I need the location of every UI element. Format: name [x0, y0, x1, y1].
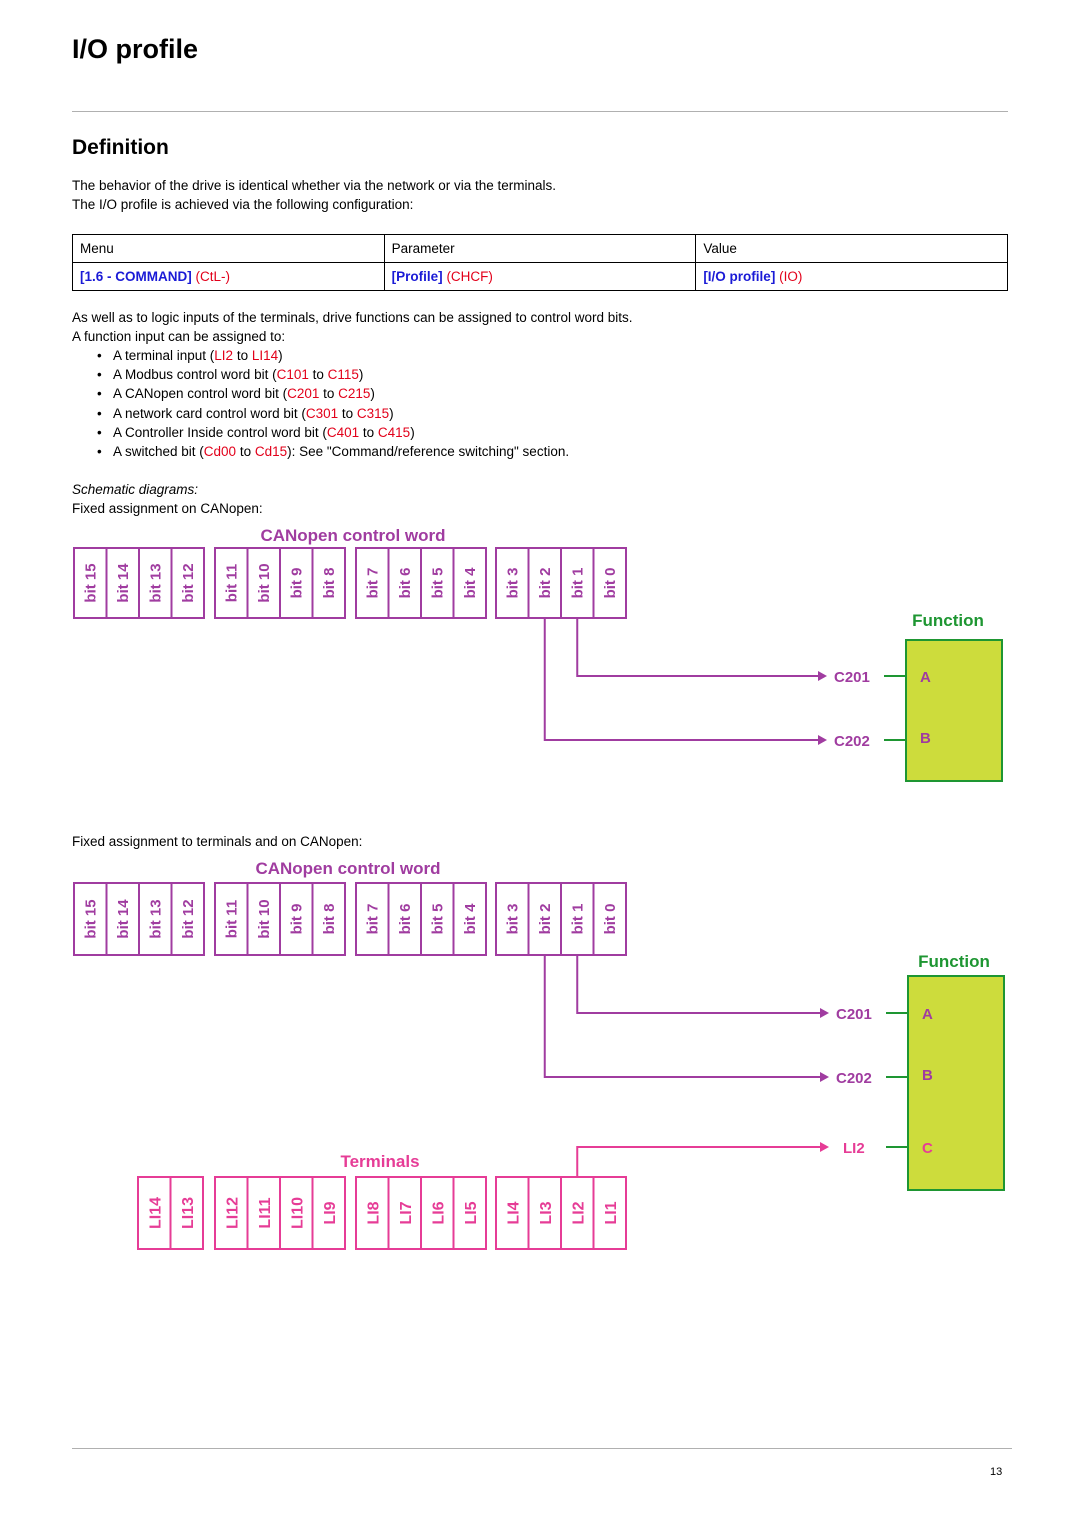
signal-label: LI2	[843, 1140, 865, 1157]
bit-cell-label: bit 7	[364, 903, 382, 935]
function-input-label: A	[920, 669, 931, 686]
wire-li2	[577, 1147, 827, 1177]
parameter-name: [Profile]	[391, 269, 443, 284]
bit-cell-label: bit 1	[569, 567, 587, 599]
bit-cell-label: bit 2	[536, 567, 554, 599]
bit-cell-label: bit 12	[179, 899, 197, 939]
terminal-label: LI12	[224, 1196, 242, 1230]
menu-code: (CtL-)	[195, 269, 231, 284]
arrow-c202	[818, 735, 827, 745]
signal-label: C202	[836, 1070, 872, 1087]
function-input-label: C	[922, 1140, 933, 1157]
terminal-label: LI7	[397, 1201, 415, 1225]
intro-line-2: The I/O profile is achieved via the following configuration:	[72, 197, 414, 212]
arrow-c201	[820, 1008, 829, 1018]
bit-cell-label: bit 0	[601, 567, 619, 599]
terminal-label: LI10	[289, 1196, 307, 1230]
terminal-label: LI1	[602, 1201, 620, 1225]
bit-cell-label: bit 9	[288, 567, 306, 599]
function-block	[906, 640, 1002, 781]
terminals-title: Terminals	[340, 1152, 420, 1171]
bit-cell-label: bit 11	[223, 899, 241, 939]
bit-cell-label: bit 15	[82, 899, 100, 939]
wire-c202	[545, 955, 827, 1077]
terminal-label: LI2	[570, 1201, 588, 1225]
page-title: I/O profile	[72, 34, 199, 64]
bit-cell-label: bit 8	[320, 903, 338, 935]
function-input-label: B	[922, 1067, 933, 1084]
cell-menu	[73, 263, 385, 291]
list-item: • A switched bit (Cd00 to Cd15): See "Command/reference switching" section.	[94, 442, 569, 461]
terminal-label: LI5	[462, 1201, 480, 1225]
bit-cell-label: bit 14	[114, 563, 132, 603]
terminal-label: LI8	[365, 1201, 383, 1225]
header-parameter: Parameter	[384, 235, 696, 263]
signal-label: C202	[834, 733, 870, 750]
function-title: Function	[918, 952, 990, 971]
value-name: [I/O profile]	[703, 269, 776, 284]
bit-cell-label: bit 12	[179, 563, 197, 603]
bit-cell-label: bit 9	[288, 903, 306, 935]
bit-cell-label: bit 3	[504, 567, 522, 599]
intro-line-1: The behavior of the drive is identical whether via the network or via the terminals.	[72, 178, 556, 193]
cell-value	[696, 263, 1008, 291]
assignment-list	[94, 346, 569, 461]
wire-c201	[577, 955, 827, 1013]
bit-cell-label: bit 10	[255, 899, 273, 939]
terminal-label: LI6	[430, 1201, 448, 1225]
bit-cell-label: bit 15	[82, 563, 100, 603]
page-number: 13	[990, 1466, 1003, 1478]
list-item: • A terminal input (LI2 to LI14)	[94, 346, 569, 365]
header-divider	[72, 111, 1008, 112]
config-table	[72, 234, 1008, 291]
bit-cell-label: bit 3	[504, 903, 522, 935]
terminal-label: LI3	[537, 1201, 555, 1225]
terminal-label: LI11	[256, 1197, 274, 1229]
menu-name: [1.6 - COMMAND]	[80, 269, 192, 284]
bit-cell-label: bit 11	[223, 563, 241, 603]
arrow-c202	[820, 1072, 829, 1082]
diagram-canopen	[0, 520, 1080, 800]
value-code: (IO)	[779, 269, 803, 284]
header-value: Value	[696, 235, 1008, 263]
bit-cell-label: bit 0	[601, 903, 619, 935]
diagram-terminals-canopen	[0, 854, 1080, 1264]
schematic-heading: Schematic diagrams:	[72, 482, 199, 497]
header-menu: Menu	[73, 235, 385, 263]
config-table-header	[73, 235, 1008, 263]
arrow-c201	[818, 671, 827, 681]
list-item: • A network card control word bit (C301 to C315)	[94, 404, 569, 423]
cell-parameter	[384, 263, 696, 291]
list-item: • A Modbus control word bit (C101 to C115)	[94, 365, 569, 384]
terminal-label: LI13	[179, 1196, 197, 1230]
word-title: CANopen control word	[260, 526, 446, 545]
bit-cell-label: bit 5	[429, 567, 447, 599]
bit-cell-label: bit 14	[114, 899, 132, 939]
diagram1-caption: Fixed assignment on CANopen:	[72, 501, 263, 516]
terminal-label: LI4	[505, 1201, 523, 1225]
list-item: • A CANopen control word bit (C201 to C215)	[94, 384, 569, 403]
function-input-label: B	[920, 730, 931, 747]
wire-c202	[545, 618, 825, 740]
bit-cell-label: bit 6	[396, 903, 414, 935]
bit-cell-label: bit 6	[396, 567, 414, 599]
bit-cell-label: bit 1	[569, 903, 587, 935]
diagram2-caption: Fixed assignment to terminals and on CANopen:	[72, 834, 363, 849]
bit-cell-label: bit 4	[461, 903, 479, 935]
function-title: Function	[912, 611, 984, 630]
terminal-label: LI9	[321, 1201, 339, 1225]
section-title: Definition	[72, 136, 169, 159]
assign-line-1: As well as to logic inputs of the terminals, drive functions can be assigned to control word bits.	[72, 310, 633, 325]
signal-label: C201	[834, 669, 870, 686]
bit-cell-label: bit 13	[147, 563, 165, 603]
terminal-label: LI14	[147, 1196, 165, 1230]
bit-cell-label: bit 7	[364, 567, 382, 599]
bit-cell-label: bit 5	[429, 903, 447, 935]
arrow-li2	[820, 1142, 829, 1152]
bit-cell-label: bit 8	[320, 567, 338, 599]
list-item: • A Controller Inside control word bit (C401 to C415)	[94, 423, 569, 442]
parameter-code: (CHCF)	[446, 269, 493, 284]
signal-label: C201	[836, 1006, 872, 1023]
bit-cell-label: bit 4	[461, 567, 479, 599]
bit-cell-label: bit 2	[536, 903, 554, 935]
word-title: CANopen control word	[255, 859, 441, 878]
wire-c201	[577, 618, 825, 676]
footer-divider	[72, 1448, 1012, 1449]
assign-line-2: A function input can be assigned to:	[72, 329, 286, 344]
config-table-row	[73, 263, 1008, 291]
bit-cell-label: bit 13	[147, 899, 165, 939]
bit-cell-label: bit 10	[255, 563, 273, 603]
function-input-label: A	[922, 1006, 933, 1023]
